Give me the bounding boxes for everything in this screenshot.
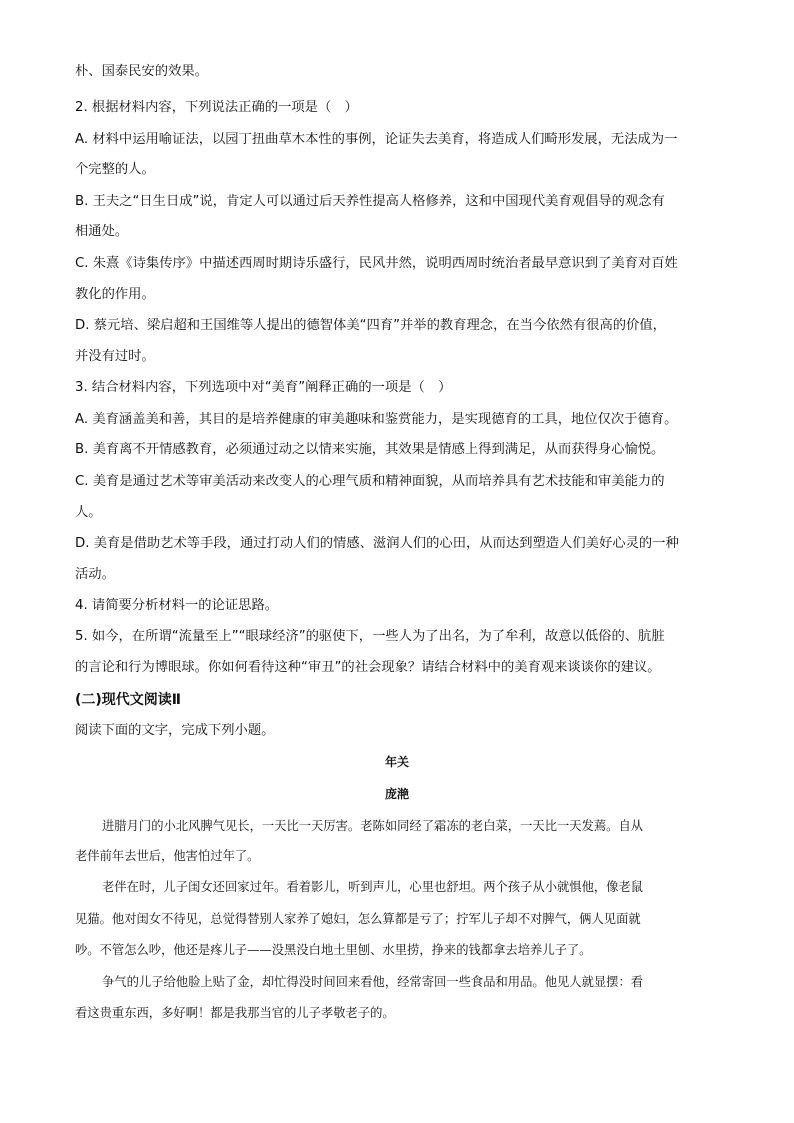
story-line: 老伴在时，儿子闺女还回家过年。看着影儿，听到声儿，心里也舒坦。两个孩子从小就惧他，像老鼠 bbox=[102, 880, 644, 894]
text-line: 相通处。 bbox=[75, 224, 129, 239]
option-2c: C. 朱熹《诗集传序》中描述西周时期诗乐盛行，民风井然，说明西周时统治者最早意识到了美育对百姓 bbox=[75, 256, 678, 271]
option-3a: A. 美育涵盖美和善，其目的是培养健康的审美趣味和鉴赏能力，是实现德育的工具，地位仅次于德育。 bbox=[75, 412, 678, 427]
text-line: 活动。 bbox=[75, 567, 115, 582]
story-line: 吵。不管怎么吵，他还是疼儿子——没黑没白地土里刨、水里捞，挣来的钱都拿去培养儿子了。 bbox=[75, 943, 592, 957]
story-line: 进腊月门的小北风脾气见长，一天比一天厉害。老陈如同经了霜冻的老白菜，一天比一天发蔫。自从 bbox=[102, 819, 644, 833]
text-line: 朴、国泰民安的效果。 bbox=[75, 64, 208, 79]
option-2b: B. 王夫之“日生日成”说，肯定人可以通过后天养性提高人格修养，这和中国现代美育观倡导的观念有 bbox=[75, 194, 665, 209]
option-2d: D. 蔡元培、梁启超和王国维等人提出的德智体美“四育”并举的教育理念，在当今依然有很高的价值， bbox=[75, 318, 666, 333]
text-line: 人。 bbox=[75, 505, 102, 520]
option-3b: B. 美育离不开情感教育，必须通过动之以情来实施，其效果是情感上得到满足，从而获得身心愉悦。 bbox=[75, 442, 665, 457]
section-heading: (二)现代文阅读Ⅱ bbox=[75, 692, 182, 708]
story-line: 老伴前年去世后，他害怕过年了。 bbox=[75, 849, 260, 863]
option-2a: A. 材料中运用喻证法，以园丁扭曲草木本性的事例，论证失去美育，将造成人们畸形发展，无法成为一 bbox=[75, 132, 678, 147]
story-line: 争气的儿子给他脸上贴了金，却忙得没时间回来看他，经常寄回一些食品和用品。他见人就显摆：看 bbox=[102, 975, 644, 989]
option-3c: C. 美育是通过艺术等审美活动来改变人的心理气质和精神面貌，从而培养具有艺术技能和审美能力的 bbox=[75, 474, 665, 489]
text-line: 个完整的人。 bbox=[75, 162, 155, 177]
question-2: 2. 根据材料内容，下列说法正确的一项是（ ） bbox=[75, 100, 358, 115]
option-3d: D. 美育是借助艺术等手段，通过打动人们的情感、滋润人们的心田，从而达到塑造人们美好心灵的一种 bbox=[75, 536, 679, 551]
instruction: 阅读下面的文字，完成下列小题。 bbox=[75, 723, 275, 738]
story-author: 庞滟 bbox=[384, 787, 409, 801]
question-5: 5. 如今，在所谓“流量至上”“眼球经济”的驱使下，一些人为了出名，为了牟利，故意以低俗的、肮脏 bbox=[75, 629, 665, 644]
text-line: 教化的作用。 bbox=[75, 287, 155, 302]
story-line: 见猫。他对闺女不待见，总觉得替别人家养了媳妇，怎么算都是亏了；拧军儿子却不对脾气，俩人见面就 bbox=[75, 912, 641, 926]
question-4: 4. 请简要分析材料一的论证思路。 bbox=[75, 598, 279, 613]
question-3: 3. 结合材料内容，下列选项中对“美育”阐释正确的一项是（ ） bbox=[75, 380, 452, 395]
story-title: 年关 bbox=[384, 755, 409, 769]
text-line: 并没有过时。 bbox=[75, 349, 155, 364]
text-line: 的言论和行为博眼球。你如何看待这种“审丑”的社会现象？请结合材料中的美育观来谈谈你的建议。 bbox=[75, 660, 661, 675]
story-line: 看这贵重东西，多好啊！都是我那当官的儿子孝敬老子的。 bbox=[75, 1006, 395, 1020]
